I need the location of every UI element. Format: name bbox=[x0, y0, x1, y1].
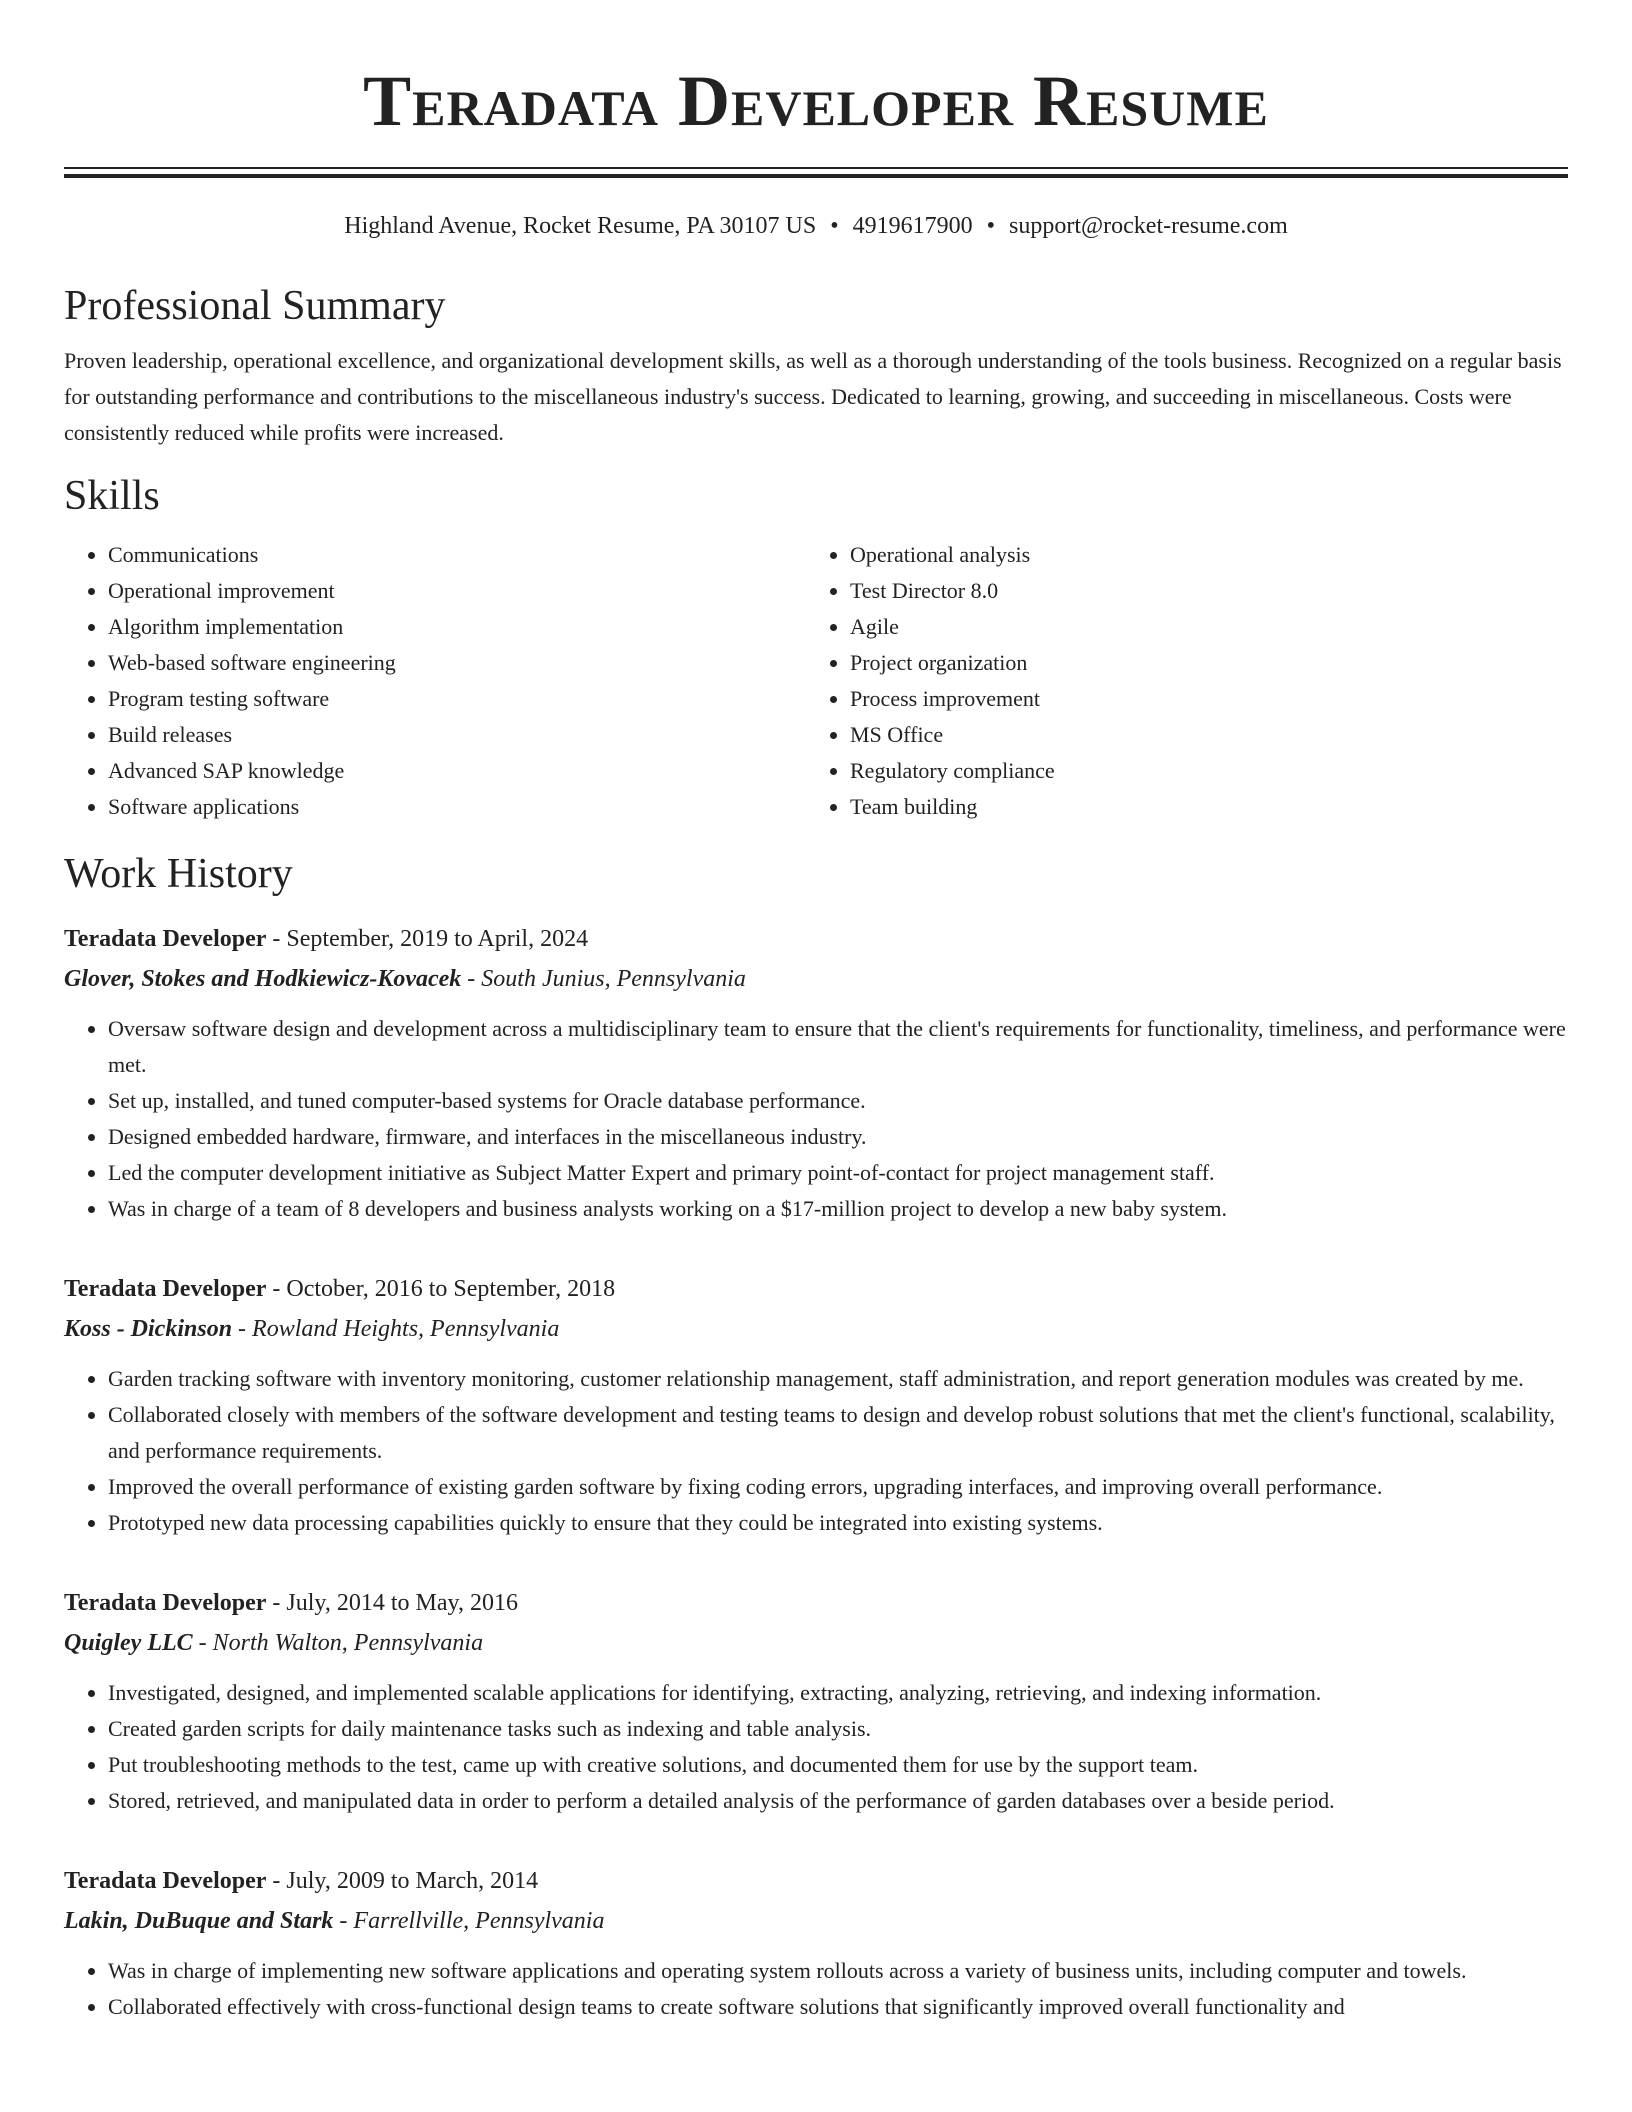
skill-item: • Project organization bbox=[850, 645, 1548, 681]
job-dates: - October, 2016 to September, 2018 bbox=[266, 1276, 616, 1302]
company-location: - Rowland Heights, Pennsylvania bbox=[232, 1316, 560, 1342]
company-name: Glover, Stokes and Hodkiewicz-Kovacek bbox=[64, 966, 462, 992]
skill-item: • Regulatory compliance bbox=[850, 753, 1548, 789]
skill-item: • Operational analysis bbox=[850, 537, 1548, 573]
duty-item: • Led the computer development initiative as Subject Matter Expert and primary point-of-contact for project management staff. bbox=[108, 1155, 1568, 1191]
duty-item: • Collaborated effectively with cross-functional design teams to create software solutions that significantly improved overall functionality and bbox=[108, 1989, 1568, 2025]
skill-item: • Build releases bbox=[108, 717, 806, 753]
job-dates: - September, 2019 to April, 2024 bbox=[266, 926, 589, 952]
skill-item: • Process improvement bbox=[850, 681, 1548, 717]
duty-item: • Was in charge of implementing new software applications and operating system rollouts across a variety of business units, including computer and towels. bbox=[108, 1953, 1568, 1989]
duty-item: • Set up, installed, and tuned computer-based systems for Oracle database performance. bbox=[108, 1083, 1568, 1119]
company-name: Koss - Dickinson bbox=[64, 1316, 233, 1342]
title-divider-thin bbox=[64, 167, 1568, 169]
contact-line bbox=[64, 211, 1568, 241]
skill-item: • Web-based software engineering bbox=[108, 645, 806, 681]
duty-item: • Designed embedded hardware, firmware, and interfaces in the miscellaneous industry. bbox=[108, 1119, 1568, 1155]
job-entry bbox=[64, 1861, 1568, 2025]
contact-email: support@rocket-resume.com bbox=[1009, 213, 1288, 239]
job-title: Teradata Developer bbox=[64, 1276, 267, 1302]
duty-item: • Stored, retrieved, and manipulated data in order to perform a detailed analysis of the performance of garden databases over a beside period. bbox=[108, 1783, 1568, 1819]
duty-item: • Put troubleshooting methods to the test, came up with creative solutions, and documented them for use by the support team. bbox=[108, 1747, 1568, 1783]
skill-item: • Test Director 8.0 bbox=[850, 573, 1548, 609]
job-title: Teradata Developer bbox=[64, 1868, 267, 1894]
company-location: - South Junius, Pennsylvania bbox=[461, 966, 746, 992]
company-location: - Farrellville, Pennsylvania bbox=[333, 1908, 605, 1934]
job-title: Teradata Developer bbox=[64, 926, 267, 952]
skill-item: • Software applications bbox=[108, 789, 806, 825]
duty-item: • Improved the overall performance of existing garden software by fixing coding errors, upgrading interfaces, and improving overall performance. bbox=[108, 1469, 1568, 1505]
work-history-heading: Work History bbox=[64, 851, 293, 897]
job-header bbox=[64, 919, 1568, 959]
company-name: Lakin, DuBuque and Stark bbox=[64, 1908, 334, 1934]
job-duties bbox=[64, 1675, 1568, 1819]
contact-phone: 4919617900 bbox=[852, 213, 973, 239]
summary-heading: Professional Summary bbox=[64, 283, 446, 329]
skills-column-left bbox=[64, 537, 806, 825]
job-duties bbox=[64, 1953, 1568, 2025]
skill-item: • Communications bbox=[108, 537, 806, 573]
job-dates: - July, 2009 to March, 2014 bbox=[266, 1868, 539, 1894]
skill-item: • Program testing software bbox=[108, 681, 806, 717]
company-line bbox=[64, 1901, 1568, 1941]
skills-heading: Skills bbox=[64, 473, 160, 519]
company-location: - North Walton, Pennsylvania bbox=[192, 1630, 484, 1656]
job-duties bbox=[64, 1361, 1568, 1541]
contact-separator: • bbox=[830, 213, 839, 239]
duty-item: • Oversaw software design and development across a multidisciplinary team to ensure that the client's requirements for functionality, timeliness, and performance were met. bbox=[108, 1011, 1568, 1083]
skill-item: • MS Office bbox=[850, 717, 1548, 753]
job-entry bbox=[64, 919, 1568, 1227]
contact-address: Highland Avenue, Rocket Resume, PA 30107 US bbox=[344, 213, 817, 239]
duty-item: • Investigated, designed, and implemented scalable applications for identifying, extracting, analyzing, retrieving, and indexing information. bbox=[108, 1675, 1568, 1711]
job-entry bbox=[64, 1583, 1568, 1819]
job-header bbox=[64, 1269, 1568, 1309]
duty-item: • Created garden scripts for daily maintenance tasks such as indexing and table analysis. bbox=[108, 1711, 1568, 1747]
duty-item: • Was in charge of a team of 8 developers and business analysts working on a $17-million project to develop a new baby system. bbox=[108, 1191, 1568, 1227]
job-dates: - July, 2014 to May, 2016 bbox=[266, 1590, 518, 1616]
job-entry bbox=[64, 1269, 1568, 1541]
resume-title: Teradata Developer Resume bbox=[363, 61, 1269, 141]
job-header bbox=[64, 1861, 1568, 1901]
job-title: Teradata Developer bbox=[64, 1590, 267, 1616]
company-line bbox=[64, 959, 1568, 999]
duty-item: • Garden tracking software with inventory monitoring, customer relationship management, staff administration, and report generation modules was created by me. bbox=[108, 1361, 1568, 1397]
skill-item: • Agile bbox=[850, 609, 1548, 645]
company-name: Quigley LLC bbox=[64, 1630, 193, 1656]
company-line bbox=[64, 1309, 1568, 1349]
job-duties bbox=[64, 1011, 1568, 1227]
skill-item: • Team building bbox=[850, 789, 1548, 825]
skill-item: • Advanced SAP knowledge bbox=[108, 753, 806, 789]
duty-item: • Prototyped new data processing capabilities quickly to ensure that they could be integrated into existing systems. bbox=[108, 1505, 1568, 1541]
skill-item: • Algorithm implementation bbox=[108, 609, 806, 645]
summary-text: Proven leadership, operational excellence, and organizational development skills, as well as a thorough understanding of the tools business. Recognized on a regular basis for outstanding performance and contributions to the miscellaneous industry's success. Dedicated to learning, growing, and succeeding in miscellaneous. Costs were consistently reduced while profits were increased. bbox=[64, 348, 1562, 445]
contact-separator: • bbox=[986, 213, 996, 239]
company-line bbox=[64, 1623, 1568, 1663]
skill-item: • Operational improvement bbox=[108, 573, 806, 609]
skills-column-right bbox=[806, 537, 1548, 825]
skills-list bbox=[64, 537, 1568, 825]
title-divider-thick bbox=[64, 174, 1568, 178]
job-header bbox=[64, 1583, 1568, 1623]
duty-item: • Collaborated closely with members of the software development and testing teams to design and develop robust solutions that met the client's functional, scalability, and performance requirements. bbox=[108, 1397, 1568, 1469]
